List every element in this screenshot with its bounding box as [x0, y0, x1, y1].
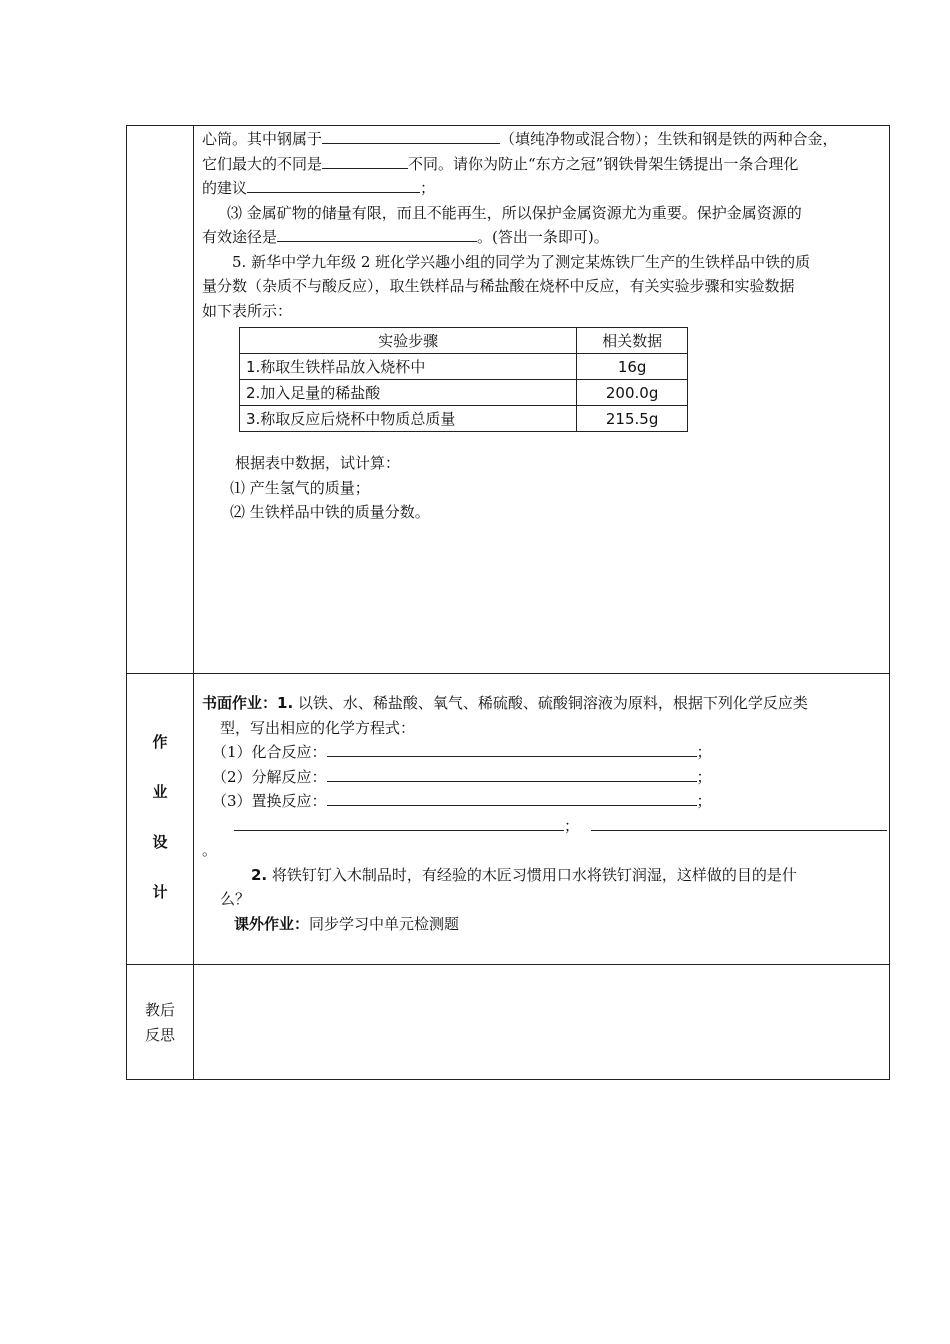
table-header: 相关数据	[577, 328, 688, 354]
text-line: 如下表所示：	[202, 301, 293, 320]
text-line: 心筒。其中钢属于 （填纯净物或混合物）；生铁和钢是铁的两种合金，	[202, 127, 883, 152]
blank	[591, 814, 887, 831]
blank	[322, 127, 500, 144]
text-line: 有效途径是 。(答出一条即可)。	[202, 225, 883, 250]
lesson-table	[126, 125, 890, 1080]
blank	[234, 814, 564, 831]
column-divider	[193, 126, 194, 1079]
table-cell: 16g	[577, 354, 688, 380]
text-line: 它们最大的不同是 不同。请你为防止“东方之冠”钢铁骨架生锈提出一条合理化	[202, 152, 883, 177]
extra-homework: 课外作业：同步学习中单元检测题	[234, 914, 460, 933]
table-cell: 200.0g	[577, 380, 688, 406]
table-cell: 3.称取反应后烧杯中物质总质量	[240, 406, 577, 432]
text-line: ⑶ 金属矿物的储量有限，而且不能再生，所以保护金属资源尤为重要。保护金属资源的	[227, 203, 802, 222]
experiment-data-table	[239, 327, 688, 432]
blank	[247, 176, 420, 193]
calc-question-1: ⑴ 产生氢气的质量；	[230, 478, 370, 497]
row-divider-1	[127, 673, 889, 674]
blank	[327, 765, 697, 782]
text-line: 的建议 ；	[202, 176, 883, 201]
table-row	[240, 406, 688, 432]
calc-question-2: ⑵ 生铁样品中铁的质量分数。	[230, 503, 430, 521]
label-char: 设	[152, 833, 168, 851]
reaction-displacement: （3）置换反应： ；	[202, 789, 883, 814]
extra-blanks: ；	[202, 814, 883, 839]
label-char: 计	[152, 883, 168, 901]
question-5: 5. 新华中学九年级 2 班化学兴趣小组的同学为了测定某炼铁厂生产的生铁样品中铁的质	[232, 252, 811, 271]
label-char: 业	[152, 783, 168, 801]
written-homework: 书面作业：1. 以铁、水、稀盐酸、氧气、稀硫酸、硫酸铜溶液为原料，根据下列化学反应类	[202, 694, 808, 712]
label-line: 反思	[144, 1026, 175, 1044]
blank	[327, 740, 697, 757]
table-cell: 1.称取生铁样品放入烧杯中	[240, 354, 577, 380]
blank	[277, 225, 477, 242]
reaction-combination: （1）化合反应： ；	[202, 740, 883, 765]
blank	[327, 789, 697, 806]
text-line: 量分数（杂质不与酸反应），取生铁样品与稀盐酸在烧杯中反应，有关实验步骤和实验数据	[202, 277, 795, 295]
question-2: 2. 将铁钉钉入木制品时，有经验的木匠习惯用口水将铁钉润湿，这样做的目的是什	[251, 865, 797, 884]
exercise-section	[202, 127, 883, 323]
blank	[322, 152, 408, 169]
row-divider-2	[127, 964, 889, 965]
table-cell: 215.5g	[577, 406, 688, 432]
table-cell: 2.加入足量的稀盐酸	[240, 380, 577, 406]
homework-label	[127, 731, 193, 931]
table-row	[240, 380, 688, 406]
text-line: 么？	[220, 890, 251, 908]
calculation-section	[202, 451, 883, 525]
table-header: 实验步骤	[240, 328, 577, 354]
homework-section	[202, 691, 883, 936]
label-char: 作	[152, 733, 168, 751]
label-line: 教后	[144, 1001, 175, 1019]
reflection-label	[127, 998, 193, 1048]
table-row	[240, 354, 688, 380]
reaction-decomposition: （2）分解反应： ；	[202, 765, 883, 790]
text-line: 型，写出相应的化学方程式：	[220, 718, 416, 737]
calc-intro: 根据表中数据，试计算：	[235, 454, 401, 472]
period-mark: 。	[202, 841, 218, 859]
